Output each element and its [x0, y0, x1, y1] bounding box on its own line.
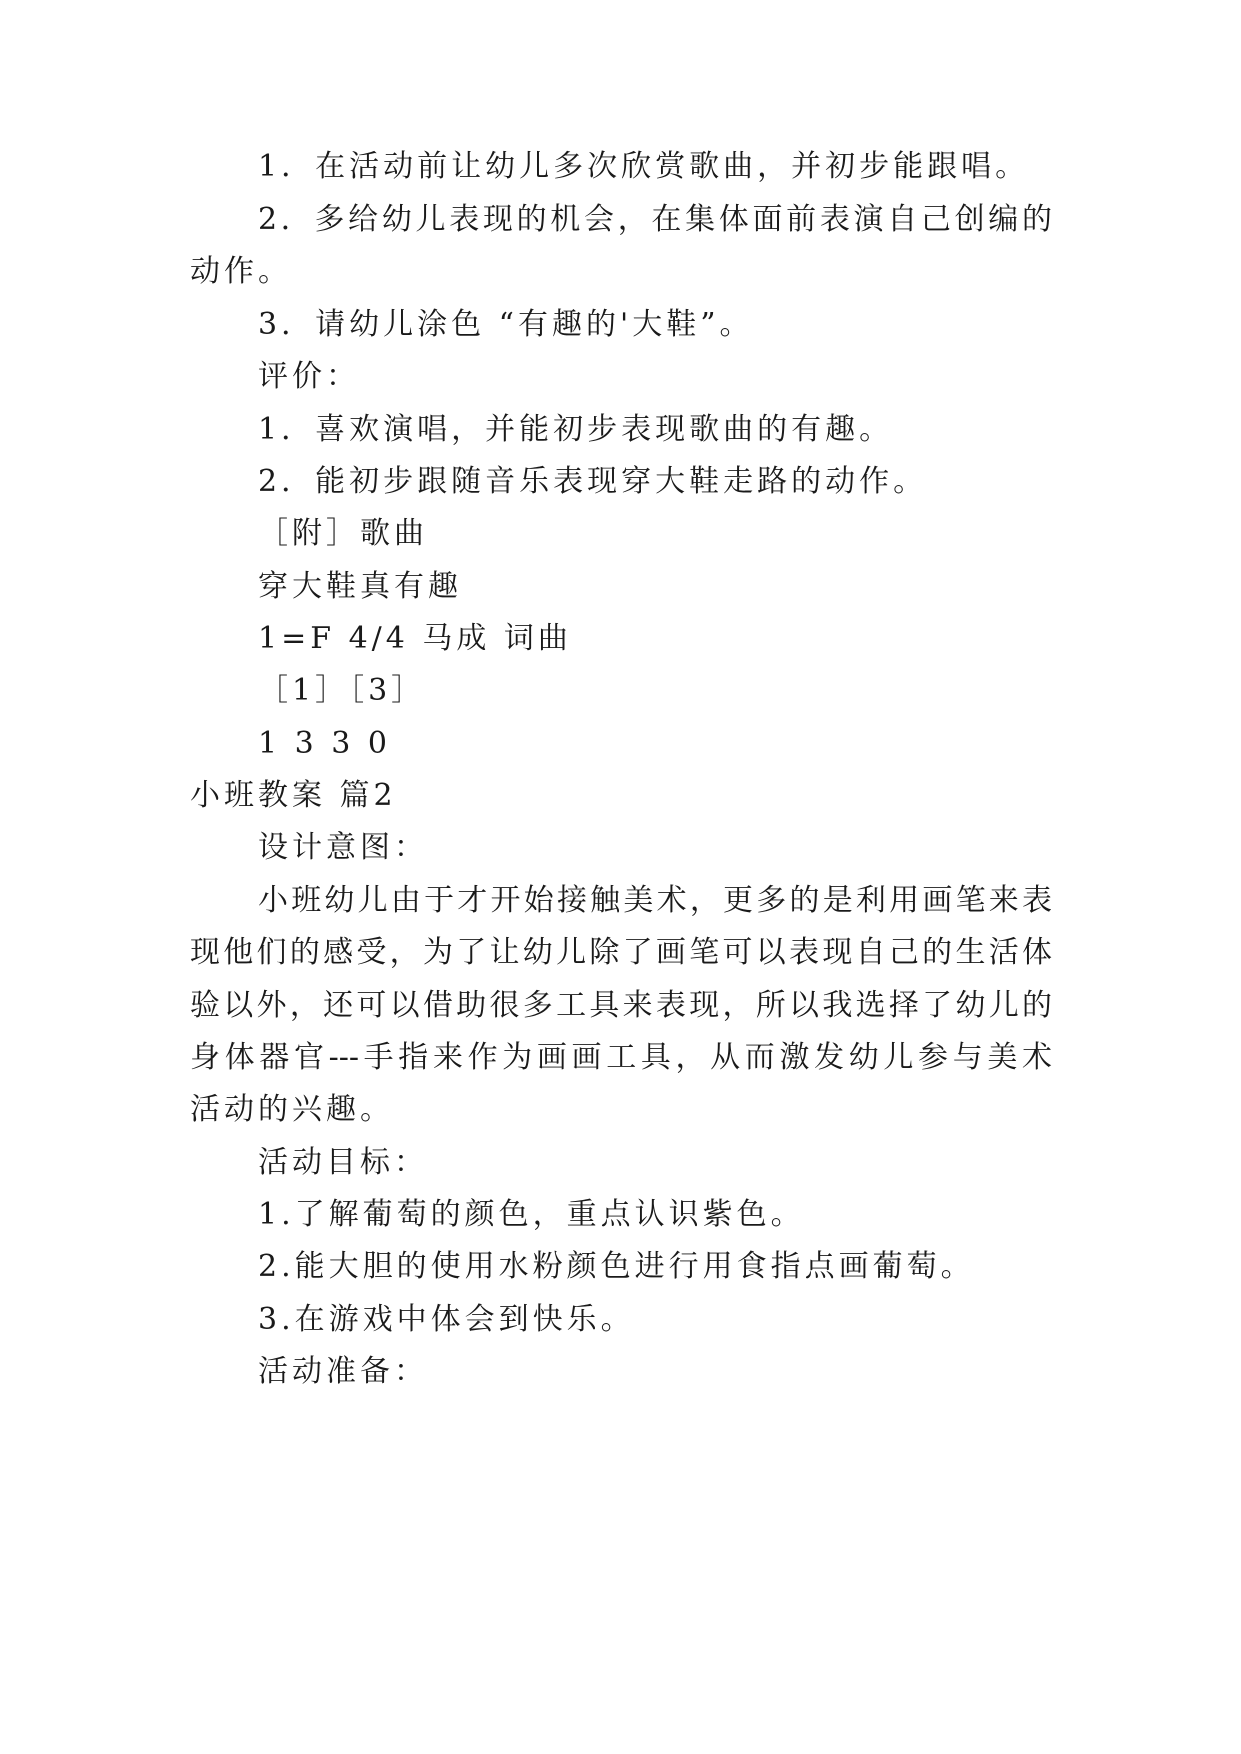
paragraph-line: 验以外，还可以借助很多工具来表现，所以我选择了幼儿的	[190, 988, 1052, 1023]
text-line: 动作。	[190, 254, 292, 289]
paragraph-line: 现他们的感受，为了让幼儿除了画笔可以表现自己的生活体	[190, 935, 1052, 970]
list-item: 2.能大胆的使用水粉颜色进行用食指点画葡萄。	[258, 1249, 975, 1284]
section-title: 小班教案 篇2	[190, 778, 397, 813]
paragraph-line: 活动的兴趣。	[190, 1092, 394, 1127]
section-heading: 设计意图：	[258, 830, 428, 865]
song-title: 穿大鞋真有趣	[258, 569, 462, 604]
text-line: 1．在活动前让幼儿多次欣赏歌曲，并初步能跟唱。	[258, 149, 1030, 184]
text-line: 2．能初步跟随音乐表现穿大鞋走路的动作。	[258, 464, 928, 499]
list-item: 3.在游戏中体会到快乐。	[258, 1302, 635, 1337]
list-item: 1.了解葡萄的颜色，重点认识紫色。	[258, 1197, 805, 1232]
text-line: 2．多给幼儿表现的机会，在集体面前表演自己创编的	[258, 202, 1052, 237]
text-line: ［附］歌曲	[258, 516, 428, 551]
section-heading: 活动准备：	[258, 1354, 428, 1389]
section-heading: 评价：	[258, 359, 360, 394]
paragraph-line: 身体器官---手指来作为画画工具，从而激发幼儿参与美术	[190, 1040, 1052, 1075]
text-line: 1．喜欢演唱，并能初步表现歌曲的有趣。	[258, 412, 894, 447]
paragraph-line: 小班幼儿由于才开始接触美术，更多的是利用画笔来表	[258, 883, 1052, 918]
section-heading: 活动目标：	[258, 1145, 428, 1180]
text-line: 3．请幼儿涂色 “有趣的'大鞋”。	[258, 307, 754, 342]
text-line: 1 3 3 0	[258, 726, 391, 761]
song-key-line: 1=F 4/4 马成 词曲	[258, 621, 572, 656]
text-line: ［1］［3］	[258, 673, 426, 708]
